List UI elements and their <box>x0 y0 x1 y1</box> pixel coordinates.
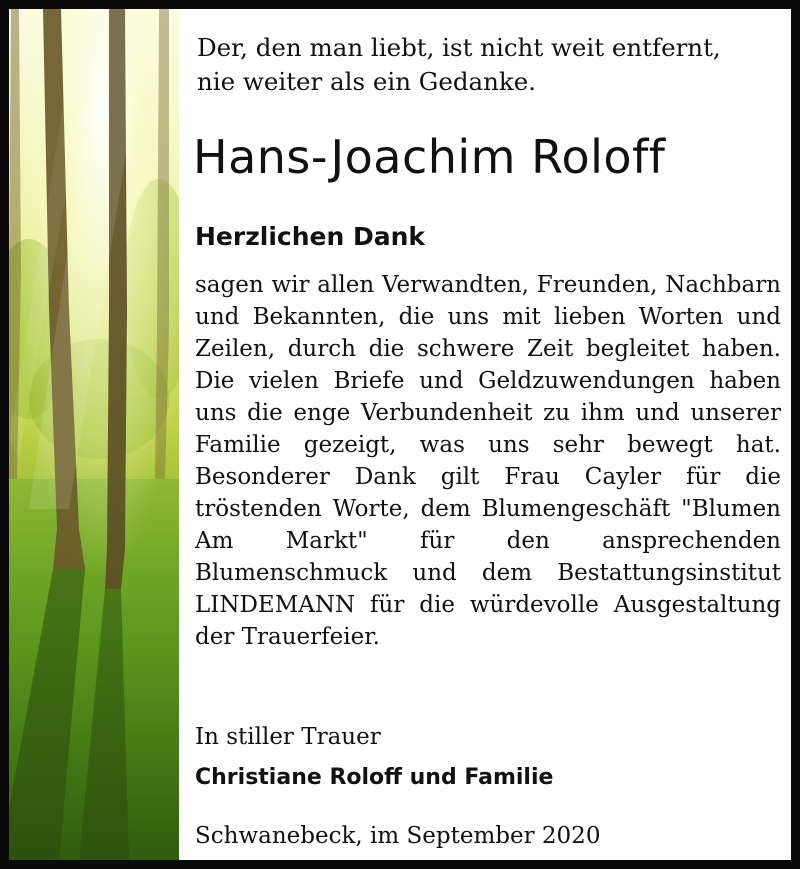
quote-line-2: nie weiter als ein Gedanke. <box>197 67 537 96</box>
memorial-quote <box>197 31 787 99</box>
forest-sunlight-image <box>9 9 179 860</box>
thanks-body-text: sagen wir allen Verwandten, Freunden, Nachbarn und Bekannten, die uns mit lieben Worten und Zeilen, durch die schwere Zeit begleitet haben. Die vielen Briefe und Geldzuwendungen haben uns die enge Verbundenheit zu ihm und unserer Familie gezeigt, was uns sehr bewegt hat. Besonderer Dank gilt Frau Cayler für die tröstenden Worte, dem Blumengeschäft "Blumen Am Markt" für den ansprechenden Blumenschmuck und dem Bestattungsinstitut LINDEMANN für die würdevolle Ausgestaltung der Trauerfeier. <box>195 272 781 650</box>
thanks-heading: Herzlichen Dank <box>195 222 426 251</box>
mourning-line: In stiller Trauer <box>195 724 381 750</box>
family-signature: Christiane Roloff und Familie <box>195 765 554 790</box>
deceased-name: Hans-Joachim Roloff <box>193 130 666 184</box>
quote-line-1: Der, den man liebt, ist nicht weit entfernt, <box>197 33 721 62</box>
place-date: Schwanebeck, im September 2020 <box>195 823 601 849</box>
